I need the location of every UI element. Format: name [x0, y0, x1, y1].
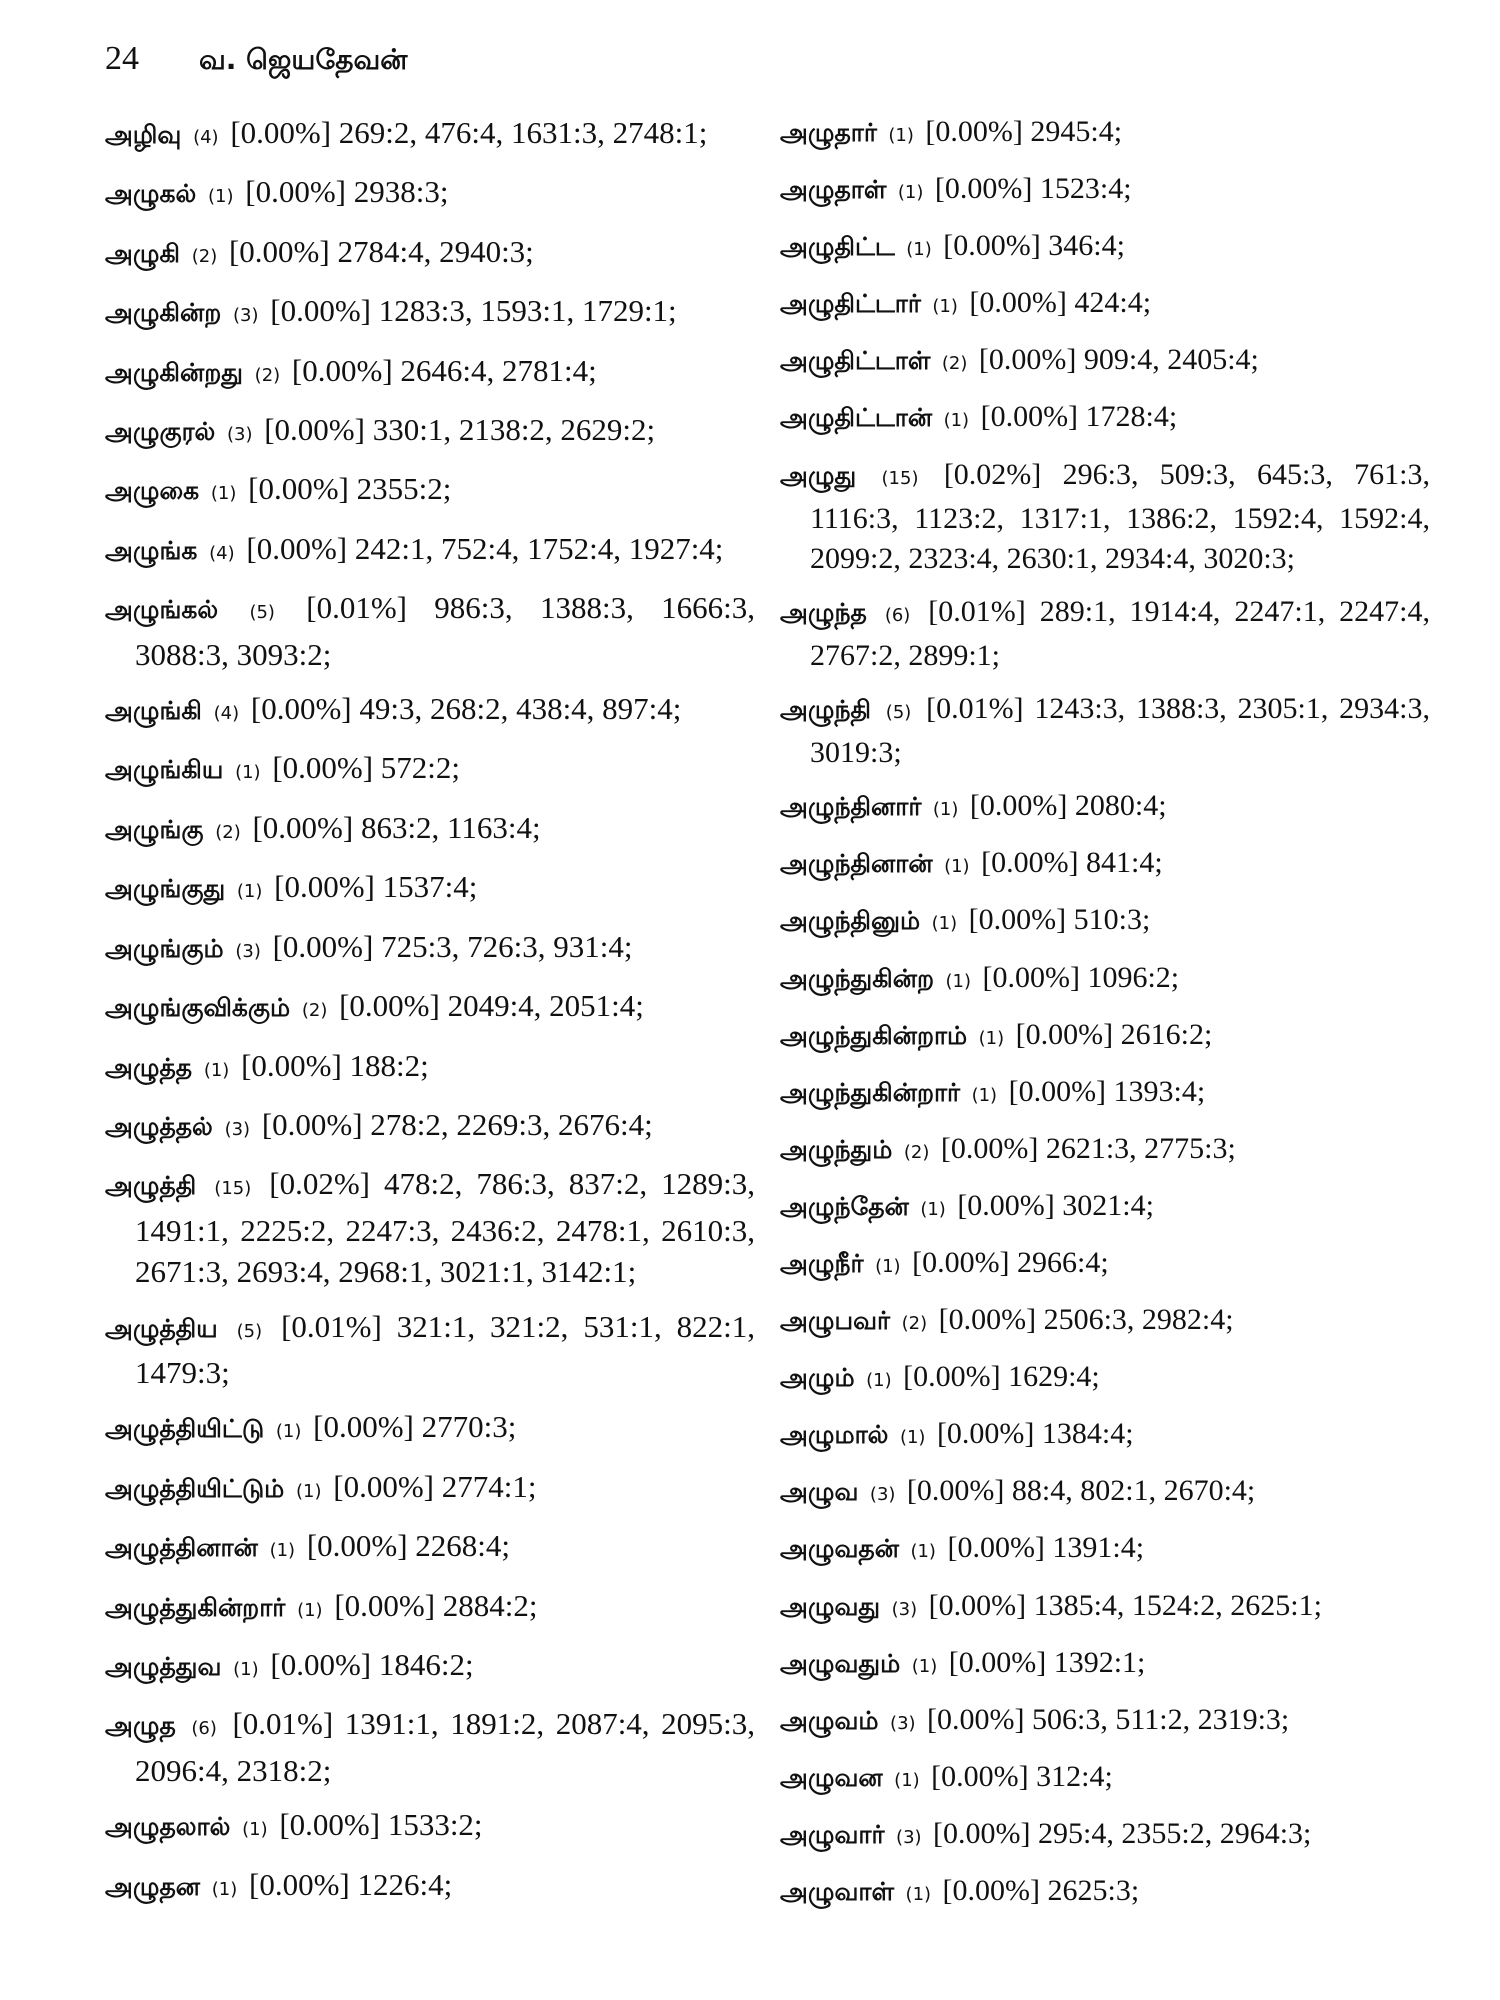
entry-references: [0.00%] 2616:2;	[1015, 1017, 1213, 1051]
entry-references: [0.00%] 572:2;	[272, 750, 461, 786]
entry-count: (1)	[920, 1198, 946, 1220]
entry-references: [0.00%] 2784:4, 2940:3;	[228, 233, 534, 269]
entry-references: [0.00%] 2625:3;	[942, 1874, 1140, 1907]
index-entry	[780, 397, 1430, 441]
entry-references: [0.00%] 1629:4;	[903, 1360, 1100, 1394]
index-entry	[780, 112, 1430, 156]
index-entry	[780, 455, 1430, 579]
entry-references: [0.01%] 1243:3, 1388:3, 2305:1, 2934:3, 3019:3;	[810, 692, 1431, 770]
index-entry	[780, 1129, 1430, 1173]
entry-word: அழுங்குவிக்கும்	[105, 993, 291, 1023]
index-entry	[105, 1104, 755, 1150]
index-entry	[105, 1045, 755, 1091]
entry-word: அழுந்துகின்ற	[780, 963, 934, 993]
entry-references: [0.00%] 2506:3, 2982:4;	[938, 1303, 1234, 1337]
page-author: வ. ஜெயதேவன்	[199, 43, 408, 76]
index-entry	[105, 468, 755, 514]
entry-count: (1)	[211, 1878, 238, 1900]
index-entry	[780, 1243, 1430, 1287]
entry-word: அழுத்தியிட்டு	[105, 1414, 265, 1444]
entry-word: அழிவு	[105, 120, 182, 149]
entry-word: அழுதிட்டான்	[780, 403, 933, 433]
entry-references: [0.00%] 1392:1;	[948, 1645, 1146, 1679]
index-entry	[780, 689, 1430, 773]
index-entry	[780, 1357, 1430, 1401]
entry-references: [0.00%] 2355:2;	[248, 471, 452, 507]
index-entry	[780, 169, 1430, 213]
entry-count: (1)	[894, 1769, 920, 1791]
index-entry	[780, 1414, 1430, 1458]
entry-word: அழுந்தினார்	[780, 792, 922, 822]
index-entry	[105, 171, 755, 217]
entry-word: அழுந்தினும்	[780, 906, 921, 936]
entry-references: [0.01%] 1391:1, 1891:2, 2087:4, 2095:3, 2096:4, 2318:2;	[135, 1706, 756, 1788]
index-entry	[780, 786, 1430, 830]
entry-references: [0.00%] 1283:3, 1593:1, 1729:1;	[270, 293, 677, 329]
index-entry	[105, 1644, 755, 1690]
entry-count: (1)	[236, 881, 263, 903]
index-entry	[105, 1406, 755, 1452]
entry-count: (1)	[932, 799, 959, 821]
entry-references: [0.00%] 88:4, 802:1, 2670:4;	[906, 1474, 1256, 1508]
entry-word: அழுங்கும்	[105, 933, 224, 963]
index-entry	[780, 1471, 1430, 1515]
entry-references: [0.00%] 424:4;	[969, 286, 1152, 320]
entry-references: [0.00%] 1846:2;	[270, 1646, 474, 1682]
entry-count: (1)	[888, 125, 914, 146]
entry-references: [0.00%] 2080:4;	[969, 789, 1167, 823]
entry-word: அழும்	[780, 1363, 855, 1393]
entry-references: [0.00%] 2049:4, 2051:4;	[339, 988, 644, 1024]
index-entry	[780, 1814, 1430, 1858]
index-entry	[105, 587, 755, 675]
index-entry	[780, 1757, 1430, 1801]
entry-word: அழுதிட்டார்	[780, 289, 921, 319]
entry-references: [0.02%] 296:3, 509:3, 645:3, 761:3, 1116:3, 1123:2, 1317:1, 1386:2, 1592:4, 1592:4, 2099:2, 2323:4, 2630:1, 2934:4, 3020:3;	[810, 457, 1430, 575]
entry-word: அழுகை	[105, 476, 200, 506]
entry-references: [0.00%] 2621:3, 2775:3;	[940, 1131, 1236, 1165]
entry-count: (2)	[301, 1000, 328, 1022]
entry-word: அழுவார்	[780, 1819, 885, 1849]
entry-references: [0.00%] 1385:4, 1524:2, 2625:1;	[928, 1588, 1322, 1622]
entry-word: அழுதிட்ட	[780, 232, 895, 262]
entry-word: அழுங்கு	[105, 814, 204, 844]
entry-count: (1)	[235, 762, 261, 784]
entry-count: (1)	[906, 239, 932, 261]
index-entry	[105, 350, 755, 396]
entry-references: [0.01%] 289:1, 1914:4, 2247:1, 2247:4, 2767:2, 2899:1;	[810, 594, 1431, 672]
index-entry	[105, 866, 755, 912]
index-entry	[105, 1466, 755, 1512]
entry-count: (3)	[890, 1712, 916, 1734]
entry-count: (15)	[881, 467, 919, 489]
index-entry	[780, 340, 1430, 384]
entry-word: அழுபவர்	[780, 1306, 891, 1336]
entry-count: (1)	[269, 1540, 296, 1562]
index-entry	[780, 1072, 1430, 1116]
entry-word: அழுவது	[780, 1591, 881, 1621]
entry-count: (1)	[275, 1421, 302, 1443]
entry-references: [0.00%] 1393:4;	[1008, 1074, 1206, 1108]
index-entry	[105, 528, 755, 574]
right-column	[780, 112, 1430, 1928]
entry-word: அழுங்கல்	[105, 595, 219, 625]
entry-references: [0.00%] 506:3, 511:2, 2319:3;	[927, 1702, 1290, 1736]
entry-word: அழுதார்	[780, 118, 877, 147]
entry-count: (2)	[903, 1141, 930, 1163]
entry-word: அழுத்தினான்	[105, 1533, 258, 1563]
left-column	[105, 112, 755, 1923]
entry-word: அழுதலால்	[105, 1812, 231, 1842]
index-entry	[105, 747, 755, 793]
entry-word: அழுவதன்	[780, 1534, 899, 1564]
entry-references: [0.00%] 312:4;	[931, 1759, 1113, 1793]
index-entry	[780, 1871, 1430, 1915]
entry-word: அழுங்க	[105, 535, 198, 565]
entry-references: [0.00%] 841:4;	[981, 846, 1163, 880]
entry-references: [0.00%] 1537:4;	[274, 869, 478, 905]
entry-references: [0.00%] 3021:4;	[957, 1188, 1154, 1222]
entry-references: [0.00%] 49:3, 268:2, 438:4, 897:4;	[250, 691, 682, 727]
entry-count: (5)	[249, 602, 275, 624]
index-entry	[780, 226, 1430, 270]
index-entry	[105, 409, 755, 455]
entry-word: அழுவதும்	[780, 1648, 901, 1678]
index-entry	[780, 958, 1430, 1002]
index-entry	[105, 231, 755, 277]
entry-count: (3)	[226, 424, 253, 446]
entry-word: அழுத்தல்	[105, 1111, 213, 1141]
index-entry	[780, 1643, 1430, 1687]
entry-references: [0.00%] 2938:3;	[245, 174, 449, 210]
entry-word: அழுகின்ற	[105, 298, 222, 328]
page-header	[105, 40, 407, 90]
entry-references: [0.00%] 510:3;	[968, 903, 1151, 937]
entry-references: [0.00%] 863:2, 1163:4;	[252, 809, 541, 845]
entry-count: (1)	[296, 1480, 322, 1502]
entry-references: [0.00%] 2770:3;	[313, 1409, 517, 1445]
entry-count: (1)	[931, 913, 958, 935]
entry-word: அழுகல்	[105, 179, 197, 209]
entry-word: அழுந்தும்	[780, 1134, 893, 1164]
entry-count: (6)	[191, 1718, 217, 1740]
entry-count: (2)	[215, 821, 241, 843]
entry-references: [0.01%] 321:1, 321:2, 531:1, 822:1, 1479:3;	[135, 1308, 755, 1390]
entry-count: (3)	[891, 1598, 918, 1620]
entry-word: அழுது	[780, 460, 857, 490]
entry-word: அழுத்துகின்றார்	[105, 1592, 286, 1622]
entry-references: [0.00%] 278:2, 2269:3, 2676:4;	[261, 1106, 653, 1142]
entry-references: [0.00%] 909:4, 2405:4;	[978, 343, 1259, 377]
index-entry	[780, 1528, 1430, 1572]
entry-references: [0.00%] 1523:4;	[934, 172, 1132, 206]
entry-count: (2)	[191, 245, 218, 267]
entry-references: [0.00%] 1533:2;	[279, 1807, 483, 1843]
index-entry	[780, 1700, 1430, 1744]
entry-count: (4)	[209, 542, 235, 564]
entry-word: அழுந்தினான்	[780, 849, 933, 879]
entry-word: அழுந்தி	[780, 695, 872, 725]
entry-count: (1)	[210, 483, 237, 505]
page-number: 24	[105, 40, 139, 77]
entry-count: (3)	[233, 305, 259, 327]
entry-count: (2)	[254, 364, 281, 386]
entry-count: (2)	[901, 1313, 928, 1335]
index-entry	[105, 1306, 755, 1394]
entry-references: [0.00%] 242:1, 752:4, 1752:4, 1927:4;	[246, 530, 724, 566]
entry-word: அழுவாள்	[780, 1877, 895, 1906]
entry-word: அழுங்குது	[105, 874, 226, 904]
entry-word: அழுவ	[780, 1477, 859, 1507]
entry-count: (2)	[941, 353, 968, 375]
entry-count: (4)	[213, 703, 240, 725]
index-entry	[105, 807, 755, 853]
entry-references: [0.00%] 1096:2;	[982, 960, 1180, 994]
entry-word: அழுத்தி	[105, 1171, 197, 1201]
entry-word: அழுகுரல்	[105, 417, 216, 447]
entry-word: அழுகி	[105, 238, 180, 268]
entry-count: (1)	[971, 1084, 998, 1106]
index-entry	[780, 1186, 1430, 1230]
entry-count: (1)	[943, 410, 970, 432]
entry-references: [0.00%] 330:1, 2138:2, 2629:2;	[264, 412, 656, 448]
entry-count: (3)	[869, 1484, 896, 1506]
index-entry	[105, 1804, 755, 1850]
entry-word: அழுத்துவ	[105, 1651, 222, 1681]
entry-count: (1)	[911, 1655, 938, 1677]
index-entry	[780, 1586, 1430, 1630]
entry-count: (1)	[866, 1370, 892, 1392]
index-entry	[105, 1864, 755, 1910]
index-entry	[780, 1300, 1430, 1344]
entry-references: [0.00%] 725:3, 726:3, 931:4;	[272, 928, 633, 964]
entry-count: (3)	[224, 1118, 251, 1140]
entry-count: (3)	[235, 940, 261, 962]
entry-count: (1)	[242, 1819, 268, 1841]
index-entry	[105, 688, 755, 734]
entry-word: அழுத	[105, 1711, 176, 1741]
entry-count: (1)	[945, 970, 971, 992]
entry-references: [0.00%] 2945:4;	[925, 115, 1123, 148]
entry-word: அழுவன	[780, 1762, 883, 1792]
entry-count: (1)	[899, 1427, 926, 1449]
entry-references: [0.00%] 1728:4;	[980, 400, 1178, 434]
entry-count: (1)	[233, 1658, 259, 1680]
entry-word: அழுதிட்டாள்	[780, 346, 931, 376]
index-entry	[105, 1703, 755, 1791]
entry-references: [0.00%] 2966:4;	[912, 1245, 1109, 1279]
entry-count: (1)	[875, 1255, 901, 1277]
index-entry	[105, 1585, 755, 1631]
index-entry	[105, 985, 755, 1031]
entry-word: அழுமால்	[780, 1420, 889, 1450]
index-entry	[780, 900, 1430, 944]
entry-references: [0.00%] 2268:4;	[306, 1528, 511, 1564]
entry-references: [0.00%] 2884:2;	[334, 1587, 538, 1623]
entry-count: (4)	[193, 127, 219, 148]
index-entry	[105, 112, 755, 158]
entry-count: (1)	[203, 1059, 230, 1081]
index-entry	[780, 283, 1430, 327]
entry-word: அழுத்த	[105, 1052, 193, 1082]
entry-count: (1)	[905, 1884, 932, 1905]
entry-word: அழுந்தேன்	[780, 1191, 909, 1221]
entry-count: (1)	[208, 186, 234, 208]
entry-word: அழுவம்	[780, 1705, 879, 1735]
entry-word: அழுந்த	[780, 597, 867, 627]
entry-word: அழுந்துகின்றாம்	[780, 1020, 968, 1050]
entry-count: (1)	[978, 1027, 1005, 1049]
entry-count: (5)	[236, 1320, 263, 1342]
entry-count: (5)	[885, 702, 912, 724]
entry-references: [0.00%] 188:2;	[241, 1047, 429, 1083]
entry-count: (1)	[897, 182, 924, 204]
index-entry	[105, 926, 755, 972]
entry-references: [0.00%] 2646:4, 2781:4;	[291, 352, 597, 388]
entry-count: (3)	[896, 1826, 922, 1848]
entry-references: [0.01%] 986:3, 1388:3, 1666:3, 3088:3, 3093:2;	[135, 590, 756, 672]
entry-references: [0.02%] 478:2, 786:3, 837:2, 1289:3, 1491:1, 2225:2, 2247:3, 2436:2, 2478:1, 2610:3, 2671:3, 2693:4, 2968:1, 3021:1, 3142:1;	[135, 1166, 756, 1290]
entry-references: [0.00%] 295:4, 2355:2, 2964:3;	[933, 1816, 1312, 1850]
index-entry	[780, 843, 1430, 887]
entry-count: (1)	[944, 856, 970, 878]
entry-count: (6)	[884, 604, 911, 626]
index-entry	[105, 1525, 755, 1571]
entry-word: அழுதன	[105, 1871, 201, 1901]
entry-count: (1)	[910, 1541, 936, 1563]
entry-word: அழுத்திய	[105, 1313, 218, 1343]
entry-word: அழுநீர்	[780, 1248, 864, 1278]
index-entry	[105, 1163, 755, 1292]
entry-count: (1)	[297, 1599, 323, 1621]
entry-references: [0.00%] 1391:4;	[947, 1531, 1145, 1565]
entry-count: (1)	[932, 296, 958, 318]
entry-word: அழுத்தியிட்டும்	[105, 1473, 285, 1503]
index-entry	[105, 290, 755, 336]
entry-word: அழுகின்றது	[105, 357, 243, 387]
entry-references: [0.00%] 269:2, 476:4, 1631:3, 2748:1;	[230, 115, 708, 150]
index-entry	[780, 1015, 1430, 1059]
entry-references: [0.00%] 2774:1;	[333, 1468, 537, 1504]
entry-references: [0.00%] 1226:4;	[249, 1866, 453, 1902]
entry-word: அழுதாள்	[780, 175, 887, 205]
entry-word: அழுங்கி	[105, 696, 202, 726]
entry-word: அழுந்துகின்றார்	[780, 1077, 961, 1107]
index-entry	[780, 592, 1430, 676]
entry-references: [0.00%] 1384:4;	[936, 1417, 1134, 1451]
entry-references: [0.00%] 346:4;	[943, 229, 1125, 263]
entry-word: அழுங்கிய	[105, 755, 224, 785]
entry-count: (15)	[214, 1178, 252, 1200]
